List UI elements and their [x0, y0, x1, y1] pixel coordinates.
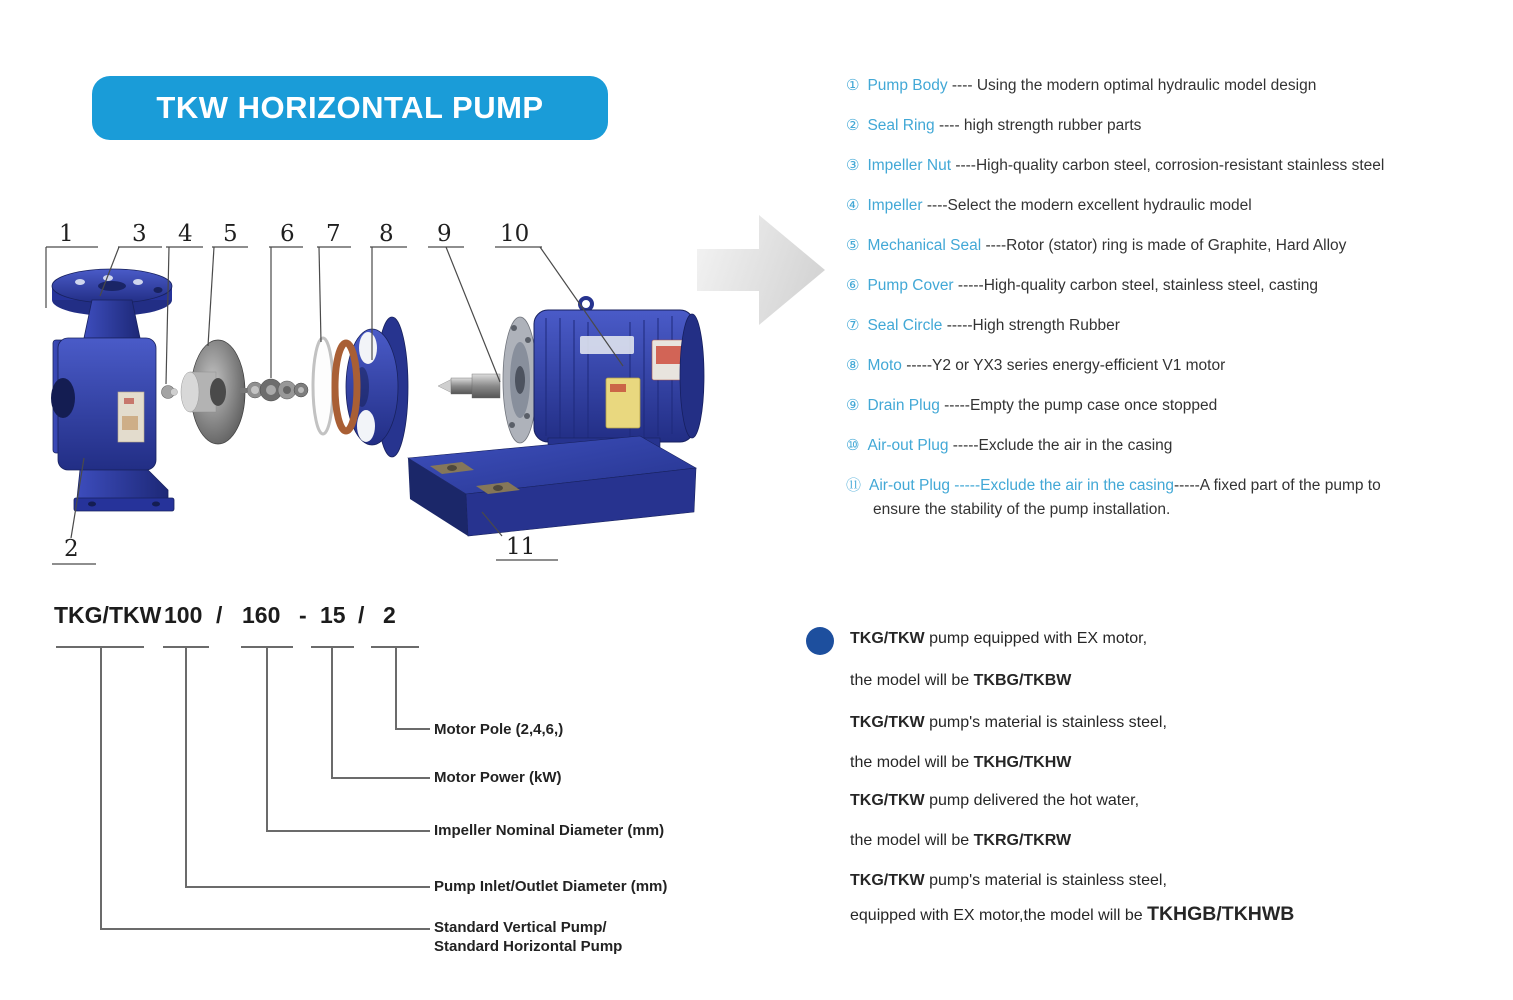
- part-name: Air-out Plug: [869, 477, 950, 494]
- callout-10: 10: [500, 221, 530, 247]
- note-line: [850, 630, 1147, 648]
- callout-3: 3: [132, 221, 147, 247]
- circled-number: ⑧: [846, 357, 860, 374]
- note-line: [850, 754, 1071, 772]
- connector-line: [185, 646, 187, 888]
- legend-item-10: [846, 434, 1513, 458]
- callout-7: 7: [326, 221, 341, 247]
- model-label-pole: Motor Pole (2,4,6,): [434, 721, 564, 738]
- callout-1: 1: [59, 221, 74, 247]
- part-name: Pump Cover: [867, 277, 954, 294]
- pump-base-part: [408, 436, 696, 536]
- connector-line: [266, 646, 268, 832]
- model-slash: /: [358, 602, 365, 628]
- circled-number: ①: [846, 77, 860, 94]
- pump-body-part: [51, 269, 174, 511]
- circled-number: ⑤: [846, 237, 860, 254]
- part-desc: -----A fixed part of the pump to: [1173, 477, 1381, 494]
- connector-line: [395, 728, 430, 730]
- seal-circle-part: [313, 338, 333, 434]
- circled-number: ⑨: [846, 397, 860, 414]
- model-power-value: 15: [320, 602, 346, 628]
- part-name: Impeller Nut: [867, 157, 952, 174]
- part-desc: -----High-quality carbon steel, stainless steel, casting: [953, 277, 1319, 294]
- connector-line: [100, 646, 102, 930]
- note-text: pump delivered the hot water,: [924, 792, 1140, 809]
- part-name: Impeller: [867, 197, 923, 214]
- note-bold: TKG/TKW: [850, 792, 925, 809]
- note-text: pump's material is stainless steel,: [924, 714, 1167, 731]
- note-bold: TKHGB/TKHWB: [1147, 903, 1295, 925]
- mechanical-seal-part: [240, 379, 308, 401]
- model-pole-value: 2: [383, 602, 396, 628]
- model-impeller-value: 160: [242, 602, 281, 628]
- note-line: [850, 872, 1167, 890]
- connector-line: [395, 646, 397, 730]
- parts-legend: [846, 74, 1513, 538]
- note-bold: TKG/TKW: [850, 872, 925, 889]
- circled-number: ④: [846, 197, 860, 214]
- model-series: TKG/TKW: [54, 602, 162, 628]
- part-desc: ----Rotor (stator) ring is made of Graphite, Hard Alloy: [981, 237, 1347, 254]
- part-name: Moto: [867, 357, 902, 374]
- callout-4: 4: [178, 221, 193, 247]
- part-name: Pump Body: [867, 77, 948, 94]
- callout-11: 11: [506, 534, 536, 560]
- circled-number: ⑥: [846, 277, 860, 294]
- impeller-part: [181, 340, 245, 444]
- note-line: [850, 672, 1071, 690]
- legend-item-1: [846, 74, 1513, 98]
- part-desc: ----High-quality carbon steel, corrosion-resistant stainless steel: [951, 157, 1385, 174]
- callout-5: 5: [223, 221, 238, 247]
- circled-number: ③: [846, 157, 860, 174]
- part-desc-highlight: -----Exclude the air in the casing: [950, 477, 1174, 494]
- legend-item-2: [846, 114, 1513, 138]
- note-text: equipped with EX motor,the model will be: [850, 907, 1148, 924]
- part-desc: ---- high strength rubber parts: [934, 117, 1142, 134]
- connector-line: [185, 886, 430, 888]
- legend-item-4: [846, 194, 1513, 218]
- model-label-impeller: Impeller Nominal Diameter (mm): [434, 822, 665, 839]
- part-desc: -----Y2 or YX3 series energy-efficient V1 motor: [901, 357, 1226, 374]
- legend-item-8: [846, 354, 1513, 378]
- legend-item-11: [846, 474, 1513, 522]
- title-banner: [92, 76, 608, 140]
- note-text: the model will be: [850, 832, 974, 849]
- note-bold: TKG/TKW: [850, 714, 925, 731]
- note-bold: TKBG/TKBW: [973, 672, 1072, 689]
- model-slash: /: [216, 602, 223, 628]
- model-label-series: [434, 918, 622, 956]
- part-desc: -----High strength Rubber: [942, 317, 1120, 334]
- circled-number: ⑪: [846, 477, 862, 494]
- part-desc: ----Select the modern excellent hydraulic model: [922, 197, 1252, 214]
- connector-line: [100, 928, 430, 930]
- note-text: pump's material is stainless steel,: [924, 872, 1167, 889]
- callout-2: 2: [64, 536, 79, 562]
- note-text: the model will be: [850, 754, 974, 771]
- part-name: Drain Plug: [867, 397, 940, 414]
- note-text: the model will be: [850, 672, 974, 689]
- legend-item-6: [846, 274, 1513, 298]
- connector-line: [331, 777, 430, 779]
- impeller-nut-part: [162, 386, 178, 399]
- exploded-pump-diagram: [40, 220, 740, 570]
- legend-item-9: [846, 394, 1513, 418]
- note-line: [850, 714, 1167, 732]
- model-label-power: Motor Power (kW): [434, 769, 562, 786]
- part-name: Seal Circle: [867, 317, 943, 334]
- note-line: [850, 903, 1294, 926]
- part-name: Air-out Plug: [867, 437, 949, 454]
- connector-line: [331, 646, 333, 779]
- part-name: Mechanical Seal: [867, 237, 982, 254]
- legend-item-3: [846, 154, 1513, 178]
- part-desc-line2: ensure the stability of the pump installation.: [873, 501, 1171, 518]
- legend-item-7: [846, 314, 1513, 338]
- part-name: Seal Ring: [867, 117, 935, 134]
- part-desc: ---- Using the modern optimal hydraulic model design: [947, 77, 1317, 94]
- circled-number: ②: [846, 117, 860, 134]
- note-bold: TKRG/TKRW: [973, 832, 1072, 849]
- circled-number: ⑩: [846, 437, 860, 454]
- model-inlet-value: 100: [164, 602, 203, 628]
- connector-line: [266, 830, 430, 832]
- model-label-series-line2: Standard Horizontal Pump: [434, 938, 623, 955]
- model-label-series-line1: Standard Vertical Pump/: [434, 919, 607, 936]
- page-title: TKW HORIZONTAL PUMP: [156, 90, 544, 125]
- callout-6: 6: [280, 221, 295, 247]
- callout-9: 9: [437, 221, 452, 247]
- right-arrow-icon: [693, 203, 833, 338]
- model-dash: -: [299, 602, 307, 628]
- note-bold: TKG/TKW: [850, 630, 925, 647]
- callout-8: 8: [379, 221, 394, 247]
- motor-flange-disc: [503, 317, 537, 443]
- circled-number: ⑦: [846, 317, 860, 334]
- note-line: [850, 832, 1071, 850]
- bullet-dot: [806, 627, 834, 655]
- part-desc: -----Empty the pump case once stopped: [939, 397, 1218, 414]
- model-label-inlet: Pump Inlet/Outlet Diameter (mm): [434, 878, 668, 895]
- note-text: pump equipped with EX motor,: [924, 630, 1148, 647]
- motor-shaft-part: [438, 374, 500, 398]
- note-line: [850, 792, 1139, 810]
- legend-item-5: [846, 234, 1513, 258]
- note-bold: TKHG/TKHW: [973, 754, 1072, 771]
- part-desc: -----Exclude the air in the casing: [948, 437, 1173, 454]
